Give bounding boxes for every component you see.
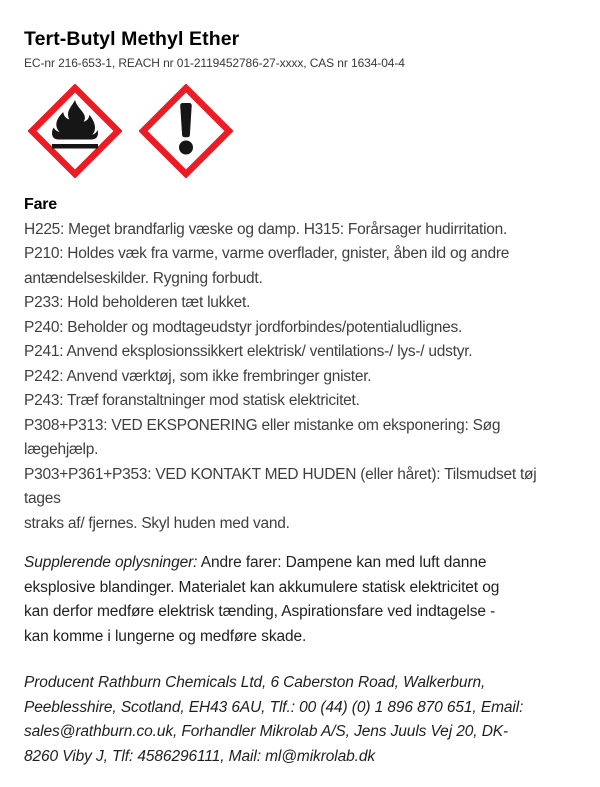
producer-section: Producent Rathburn Chemicals Ltd, 6 Caberston Road, Walkerburn, Peeblesshire, Scotland, EH43 6AU, Tlf.: 00 (44) (0) 1 896 870 651, Email: sales@rathburn.co.uk, Forhandler Mikrolab A/S, Jens Juuls Vej 20, DK- 8260 Viby J, Tlf: 4586296111, Mail: ml@mikrolab.dk (24, 674, 524, 765)
flammable-pictogram-icon (28, 84, 122, 178)
hazard-section (24, 193, 576, 536)
product-identifiers: EC-nr 216-653-1, REACH nr 01-2119452786-27-xxxx, CAS nr 1634-04-4 (24, 56, 405, 70)
supplementary-text: Andre farer: Dampene kan med luft danne eksplosive blandinger. Materialet kan akkumulere statisk elektricitet og kan derfor medføre elektrisk tænding, Aspirationsfare ved indtagelse - kan komme i lungerne og medføre skade. (24, 554, 500, 645)
supplementary-section (24, 551, 576, 649)
signal-word: Fare (24, 196, 57, 213)
exclamation-mark-pictogram-icon (139, 84, 233, 178)
product-title: Tert-Butyl Methyl Ether (24, 28, 240, 50)
hazard-statements: H225: Meget brandfarlig væske og damp. H315: Forårsager hudirritation. P210: Holdes væk fra varme, varme overflader, gnister, åben ild og andre antændelseskilder. Rygning forbudt. P233: Hold beholderen tæt lukket. P240: Beholder og modtageudstyr jordforbindes/potentialudlignes. P241: Anvend eksplosionssikkert elektrisk/ ventilations-/ lys-/ udstyr. P242: Anvend værktøj, som ikke frembringer gnister. P243: Træf foranstaltninger mod statisk elektricitet. P308+P313: VED EKSPONERING eller mistanke om eksponering: Søg lægehjælp. P303+P361+P353: VED KONTAKT MED HUDEN (eller håret): Tilsmudset tøj tages straks af/ fjernes. Skyl huden med vand. (24, 220, 537, 532)
supplementary-label: Supplerende oplysninger: (24, 554, 198, 571)
pictogram-row (28, 84, 576, 178)
